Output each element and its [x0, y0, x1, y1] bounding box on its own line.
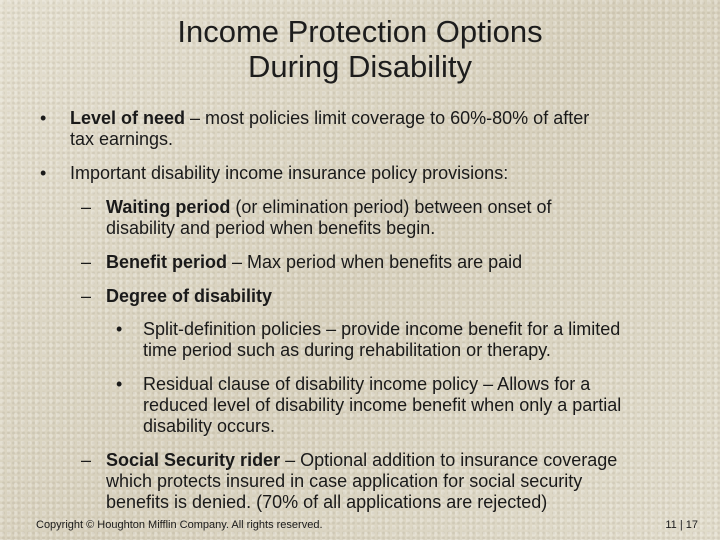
- degree-of-disability-label: Degree of disability: [106, 286, 273, 306]
- social-security-line-3: benefits is denied. (70% of all applications are rejected): [106, 492, 548, 512]
- split-definition-line-2: time period such as during rehabilitation or therapy.: [143, 340, 551, 360]
- social-security-text: – Optional addition to insurance coverage: [280, 450, 618, 470]
- level-of-need-line-1: [70, 108, 589, 129]
- important-provisions-text: Important disability income insurance policy provisions:: [70, 163, 509, 183]
- benefit-period-text: – Max period when benefits are paid: [227, 252, 523, 272]
- bullet-marker: •: [40, 108, 47, 128]
- residual-clause-line-2: reduced level of disability income benefit when only a partial: [143, 395, 622, 415]
- residual-clause-line-1: Residual clause of disability income policy – Allows for a: [143, 374, 591, 394]
- waiting-period-line-1: [106, 197, 552, 218]
- social-security-label: Social Security rider: [106, 450, 281, 470]
- social-security-line-2: which protects insured in case application for social security: [106, 471, 583, 491]
- dash-marker: –: [81, 286, 92, 306]
- page-number: 11 | 17: [665, 519, 698, 531]
- residual-clause-line-3: disability occurs.: [143, 416, 276, 436]
- waiting-period-text: (or elimination period) between onset of: [230, 197, 552, 217]
- waiting-period-line-2: disability and period when benefits begin.: [106, 218, 436, 238]
- split-definition-line-1: Split-definition policies – provide income benefit for a limited: [143, 319, 621, 339]
- dash-marker: –: [81, 197, 92, 217]
- benefit-period-label: Benefit period: [106, 252, 228, 272]
- copyright-notice: Copyright © Houghton Mifflin Company. All rights reserved.: [36, 519, 323, 531]
- level-of-need-label: Level of need: [70, 108, 186, 128]
- slide-title: [0, 14, 720, 84]
- level-of-need-line-2: tax earnings.: [70, 129, 174, 149]
- degree-of-disability-line: [106, 286, 272, 307]
- bullet-marker: •: [116, 319, 123, 339]
- benefit-period-line: [106, 252, 522, 273]
- social-security-line-1: [106, 450, 617, 471]
- dash-marker: –: [81, 450, 92, 470]
- slide-title-line-1: Income Protection Options: [177, 14, 543, 49]
- bullet-marker: •: [116, 374, 123, 394]
- dash-marker: –: [81, 252, 92, 272]
- slide-title-line-2: During Disability: [248, 49, 472, 84]
- bullet-marker: •: [40, 163, 47, 183]
- level-of-need-text: – most policies limit coverage to 60%-80% of after: [185, 108, 590, 128]
- waiting-period-label: Waiting period: [106, 197, 231, 217]
